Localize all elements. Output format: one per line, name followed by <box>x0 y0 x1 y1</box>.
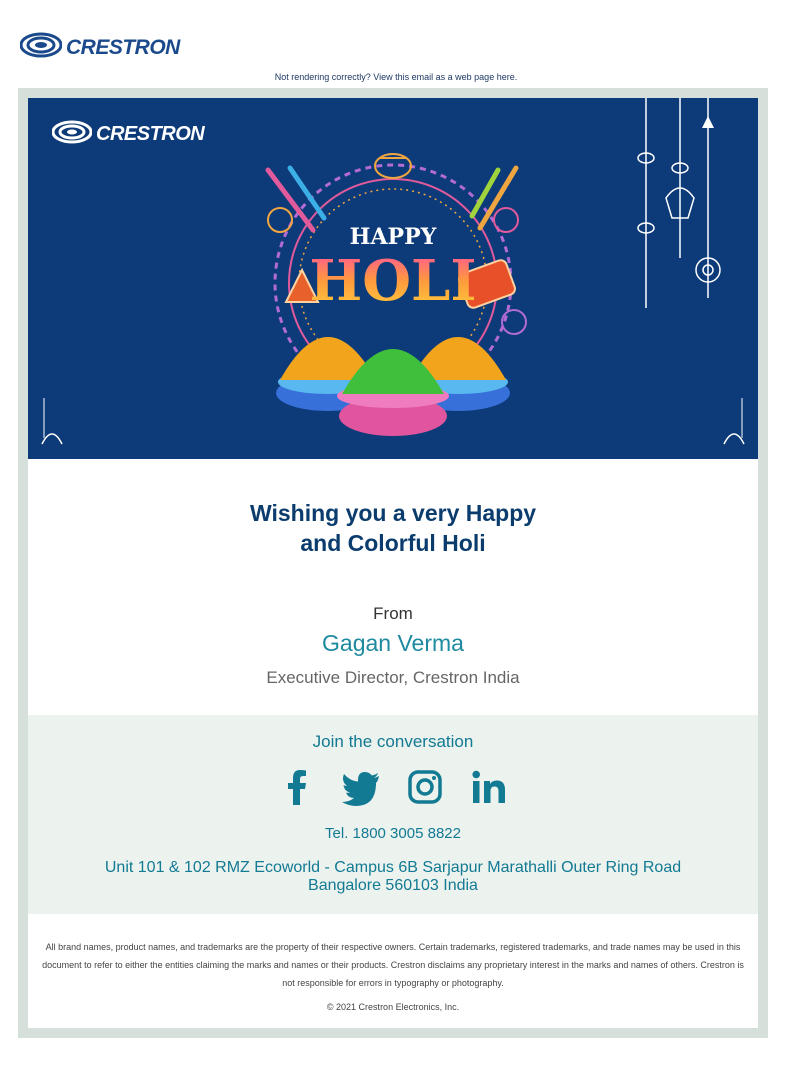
address-line-2: Bangalore 560103 India <box>308 877 478 894</box>
email-body <box>28 98 758 1028</box>
webview-end: . <box>514 72 518 82</box>
holi-banner <box>28 98 758 459</box>
social-links <box>28 767 758 807</box>
greeting-heading <box>28 498 758 558</box>
logo-wordmark: CRESTRON <box>66 35 180 59</box>
instagram-icon[interactable] <box>405 767 445 807</box>
crestron-swirl-icon <box>20 32 62 63</box>
webview-text: Not rendering correctly? View this email as a web page <box>274 72 497 82</box>
holi-text: HOLI <box>309 248 477 314</box>
webview-link[interactable]: here <box>496 72 515 82</box>
copyright: © 2021 Crestron Electronics, Inc. <box>326 1002 460 1012</box>
holi-illustration <box>28 98 758 459</box>
webview-notice <box>0 72 792 82</box>
linkedin-icon[interactable] <box>469 767 509 807</box>
sender-title: Executive Director, Crestron India <box>266 668 520 687</box>
twitter-icon[interactable] <box>341 767 381 807</box>
legal-disclaimer: All brand names, product names, and trademarks are the property of their respective owners. Certain trademarks, registered trademarks, and trade names may be used in this document to refer to either the entities claiming the marks and names or their products. Crestron disclaims any proprietary interest in the marks and names of others. Crestron is not responsible for errors in typography or photography. <box>42 942 744 988</box>
join-conversation-label: Join the conversation <box>312 732 474 751</box>
phone-number: Tel. 1800 3005 8822 <box>325 825 461 842</box>
greeting-line-1: Wishing you a very Happy <box>249 500 537 526</box>
email-frame <box>18 88 768 1038</box>
crestron-logo[interactable] <box>20 32 180 63</box>
from-label: From <box>373 604 413 623</box>
address-line-1: Unit 101 & 102 RMZ Ecoworld - Campus 6B Sarjapur Marathalli Outer Ring Road <box>104 859 682 876</box>
address <box>28 859 758 895</box>
greeting-line-2: and Colorful Holi <box>300 530 486 556</box>
banner-logo-wordmark: CRESTRON <box>96 123 205 145</box>
facebook-icon[interactable] <box>277 767 317 807</box>
happy-text: HAPPY <box>349 224 437 250</box>
contact-section <box>28 715 758 914</box>
sender-name: Gagan Verma <box>322 630 464 656</box>
